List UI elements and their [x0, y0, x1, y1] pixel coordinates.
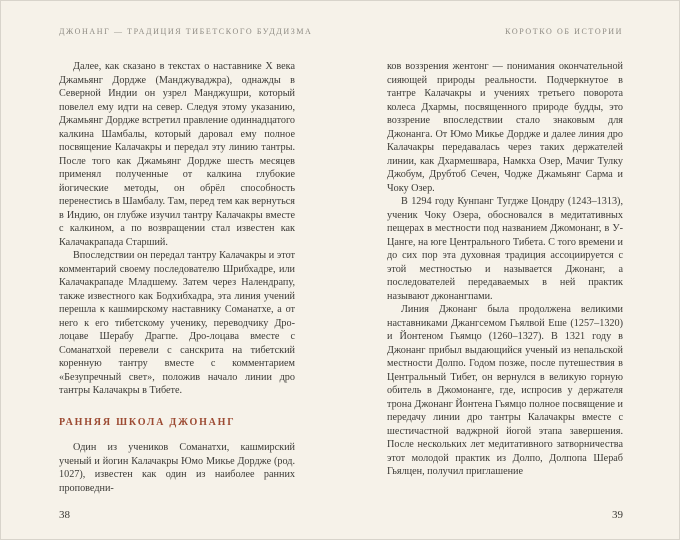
page-right — [341, 1, 680, 540]
paragraph: Один из учеников Соманатхи, кашмирский ученый и йогин Калачакры Юмо Микье Дордже (род. 1027), известен как один из наиболее ранних проповедни- — [59, 442, 295, 494]
paragraph: ков воззрения жентонг — понимания окончательной сияющей природы реальности. Подчеркнутое в тантре Калачакры и учениях третьего поворота колеса Дхармы, посвященного природе будды, это воззрение впоследствии стало знаковым для Джонанга. От Юмо Микье Дордже и далее линия дро Калачакры передавалась через таких держателей линии, как Дхармешвара, Намкха Озер, Мачиг Тулку Джобум, Друбтоб Сечен, Чодже Джамьянг Сарма и Чоку Озер. — [387, 61, 623, 194]
right-page-body — [387, 60, 623, 512]
left-running-header: ДЖОНАНГ — ТРАДИЦИЯ ТИБЕТСКОГО БУДДИЗМА — [59, 27, 313, 36]
paragraph: Далее, как сказано в текстах о наставнике X века Джамьянг Дордже (Манджуваджра), однажды в Северной Индии он узрел Манджушри, который повелел ему идти на север. Следуя этому указанию, Джамьянг Дордже встретил правление одиннадцатого калкина Шамбалы, который даровал ему полное посвящение Калачакры и передал эту линию тантры. После того как Джамьянг Дордже шесть месяцев применял полученные от калкина глубокие йогические методы, он обрёл способность перенестись в Шамбалу. Там, перед тем как вернуться в Индию, он глубже изучил тантру Калачакры вместе с калкином, а по возвращении стал известен как Калачакрапада Старший. — [59, 61, 295, 248]
paragraph: В 1294 году Кунпанг Тугдже Цондру (1243–1313), ученик Чоку Озера, обосновался в медитативных пещерах в местности под названием Джомонанг, в У-Цанге, на юге Центрального Тибета. С того времени и до сих пор эта духовная традиция ассоциируется с этой местностью и называется Джонанг, а последователей передаваемых в ней практик называют джонангпами. — [387, 196, 623, 302]
page-left — [1, 1, 341, 540]
page-number-left: 38 — [59, 509, 70, 521]
section-heading: РАННЯЯ ШКОЛА ДЖОНАНГ — [59, 416, 236, 428]
paragraph: Впоследствии он передал тантру Калачакры и этот комментарий своему последователю Шрибхадре, или Калачакрападе Младшему. Затем через Налендрапу, также известного как Бодхибхадра, эта линия учений перешла к кашмирскому наставнику Соманатхе, а от него к его тибетскому ученику, переводчику Дро-лоцаве Шерабу Драгпе. Дро-лоцава вместе с Соманатхой перевели с санскрита на тибетский коренную тантру вместе с комментарием «Безупречный свет», положив начало линии дро тантры Калачакры в Тибете. — [59, 250, 295, 396]
left-page-body — [59, 60, 295, 512]
paragraph: Линия Джонанг была продолжена великими наставниками Джангсемом Гьялвой Еше (1257–1320) и Йонтеном Гьямцо (1260–1327). В 1321 году в Джонанг прибыл выдающийся ученый из непальской местности Долпо. Годом позже, после путешествия в Центральный Тибет, он вернулся в великую горную обитель в Джомонанге, где, испросив у держателя трона Джонанг Йонтена Гьямцо полное посвящение и передачу линии дро тантры Калачакры вместе с шестичастной ваджрной йогой этапа завершения. После нескольких лет медитативного затворничества этот молодой практик из Долпо, Долпопа Шераб Гьялцен, получил приглашение — [387, 304, 623, 477]
page-number-right: 39 — [612, 509, 623, 521]
right-running-header: КОРОТКО ОБ ИСТОРИИ — [505, 27, 623, 36]
